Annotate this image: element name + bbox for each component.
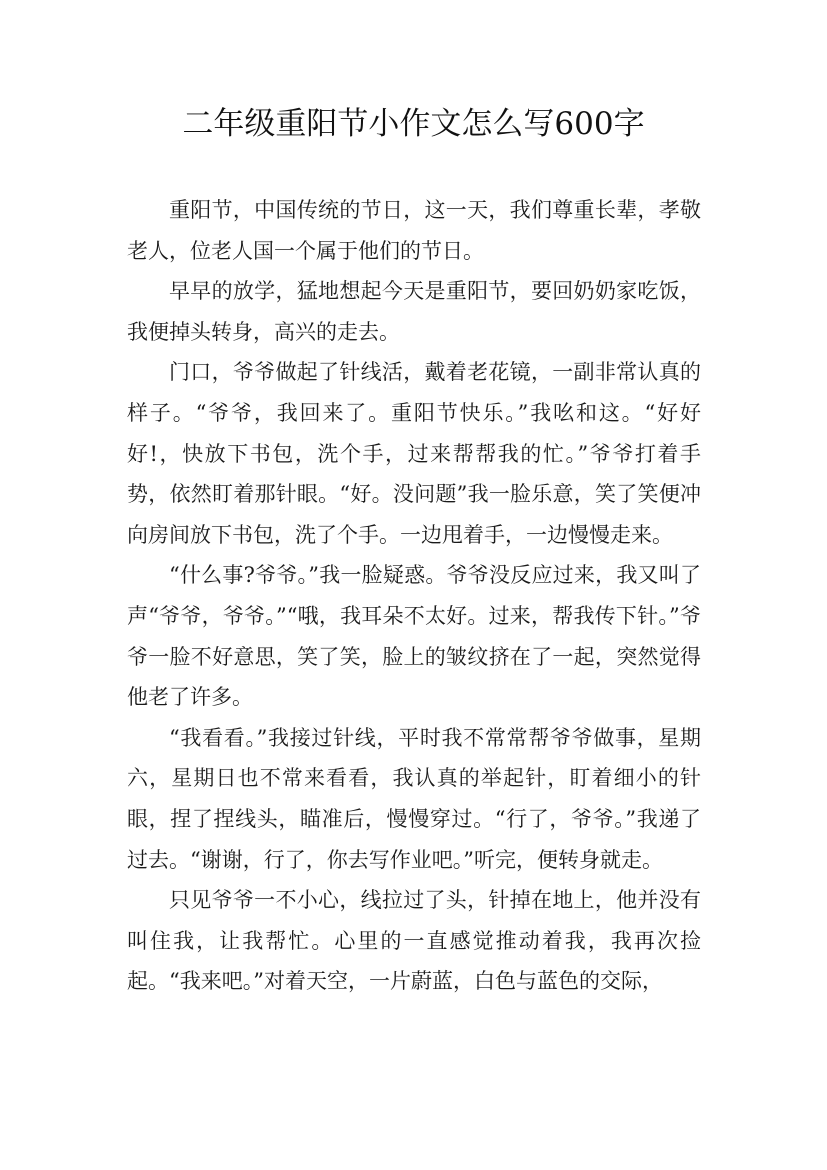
paragraph: 只见爷爷一不小心，线拉过了头，针掉在地上，他并没有叫住我，让我帮忙。心里的一直感觉推动着我，我再次捡起。“我来吧。”对着天空，一片蔚蓝，白色与蓝色的交际， — [127, 888, 701, 994]
document-body — [127, 190, 701, 1002]
paragraph: 门口，爷爷做起了针线活，戴着老花镜，一副非常认真的样子。“爷爷，我回来了。重阳节快乐。”我吆和这。“好好好!，快放下书包，洗个手，过来帮帮我的忙。”爷爷打着手势，依然盯着那针眼。“好。没问题”我一脸乐意，笑了笑便冲向房间放下书包，洗了个手。一边甩着手，一边慢慢走来。 — [127, 360, 701, 547]
document-title: 二年级重阳节小作文怎么写600字 — [182, 106, 645, 142]
paragraph: “我看看。”我接过针线，平时我不常常帮爷爷做事，星期六，星期日也不常来看看，我认真的举起针，盯着细小的针眼，捏了捏线头，瞄准后，慢慢穿过。“行了，爷爷。”我递了过去。“谢谢，行了，你去写作业吧。”听完，便转身就走。 — [127, 725, 701, 872]
paragraph: 早早的放学，猛地想起今天是重阳节，要回奶奶家吃饭，我便掉头转身，高兴的走去。 — [127, 279, 701, 344]
paragraph: 重阳节，中国传统的节日，这一天，我们尊重长辈，孝敬老人，位老人国一个属于他们的节日。 — [127, 198, 701, 263]
paragraph: “什么事?爷爷。”我一脸疑惑。爷爷没反应过来，我又叫了声“爷爷，爷爷。”“哦，我耳朵不太好。过来，帮我传下针。”爷爷一脸不好意思，笑了笑，脸上的皱纹挤在了一起，突然觉得他老了许多。 — [127, 563, 701, 710]
